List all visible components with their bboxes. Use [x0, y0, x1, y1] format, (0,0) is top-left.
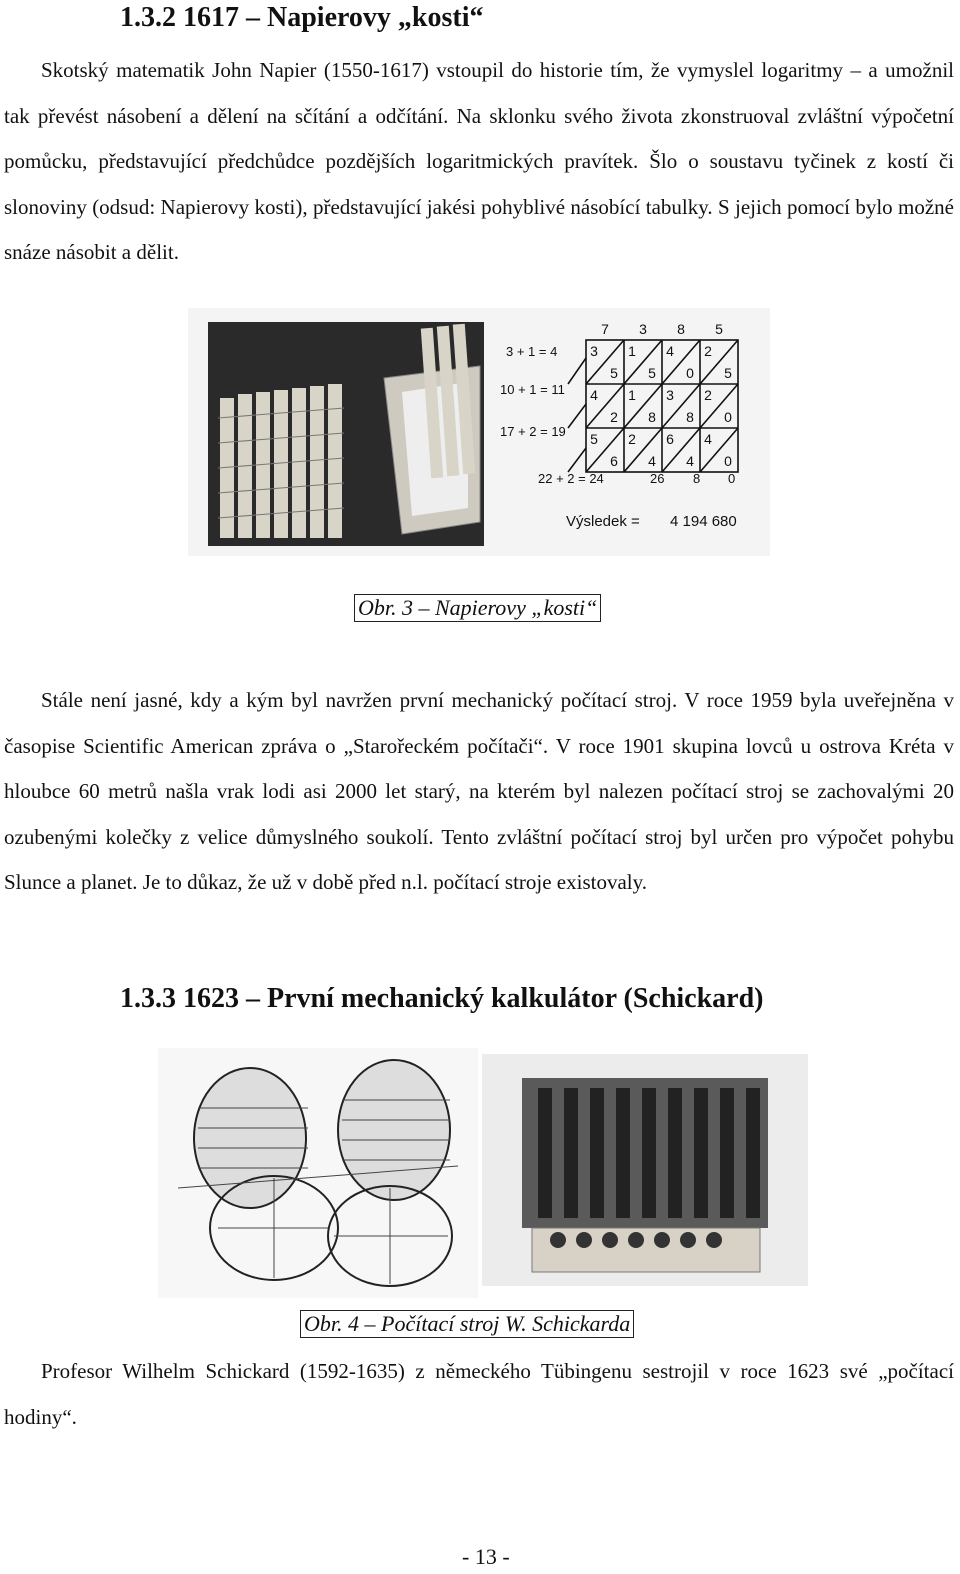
cell-r4-c1: 2 — [610, 409, 618, 425]
cell-r4-c4: 0 — [724, 409, 732, 425]
section-heading-schickard: 1.3.3 1623 – První mechanický kalkulátor (Schickard) — [120, 983, 764, 1014]
row-sum-3: 17 + 2 = 19 — [500, 424, 566, 439]
row-sum-1: 3 + 1 = 4 — [506, 344, 558, 359]
cell-r2-c2: 5 — [648, 365, 656, 381]
napier-bones-figure — [188, 308, 770, 556]
cell-r3-c2: 1 — [628, 387, 636, 403]
cell-r5-c4: 4 — [704, 431, 712, 447]
schickard-machine-photo — [482, 1054, 808, 1286]
cell-r2-c3: 0 — [686, 365, 694, 381]
result-label: Výsledek = — [566, 513, 640, 530]
section-heading-napier: 1.3.2 1617 – Napierovy „kosti“ — [120, 2, 484, 33]
cell-r6-c2: 4 — [648, 453, 656, 469]
cell-r1-c4: 2 — [704, 343, 712, 359]
cell-r6-c4: 0 — [724, 453, 732, 469]
paragraph-napier — [4, 48, 954, 276]
cell-r5-c2: 2 — [628, 431, 636, 447]
cell-r3-c4: 2 — [704, 387, 712, 403]
bottom-sum: 22 + 2 = 24 — [538, 471, 604, 486]
gears-illustration — [158, 1048, 478, 1298]
cell-r2-c4: 5 — [724, 365, 732, 381]
cell-r6-c1: 6 — [610, 453, 618, 469]
page-number: - 13 - — [462, 1544, 510, 1569]
paragraph-antikythera — [4, 678, 954, 906]
figure-caption-4: Obr. 4 – Počítací stroj W. Schickarda — [300, 1310, 634, 1338]
cell-r1-c3: 4 — [666, 343, 674, 359]
napier-bones-photo — [188, 308, 770, 556]
cell-r3-c3: 3 — [666, 387, 674, 403]
top-digit-1: 7 — [601, 321, 609, 337]
cell-r5-c3: 6 — [666, 431, 674, 447]
cell-r1-c2: 1 — [628, 343, 636, 359]
result-value: 4 194 680 — [670, 513, 737, 530]
top-digit-2: 3 — [639, 321, 647, 337]
row-sum-2: 10 + 1 = 11 — [500, 382, 565, 397]
bottom-digit-26: 26 — [650, 471, 665, 486]
schickard-gears-drawing — [158, 1048, 478, 1298]
cell-r4-c3: 8 — [686, 409, 694, 425]
top-digit-4: 5 — [715, 321, 723, 337]
paragraph-schickard — [4, 1349, 954, 1440]
cell-r3-c1: 4 — [590, 387, 598, 403]
figure-caption-3: Obr. 3 – Napierovy „kosti“ — [354, 594, 601, 622]
bottom-digit-0: 0 — [728, 471, 736, 486]
paragraph-napier-text: Skotský matematik John Napier (1550-1617) vstoupil do historie tím, že vymyslel logaritmy – a umožnil tak převést násobení a dělení na sčítání a odčítání. Na sklonku svého života zkonstruoval zvláštní výpočetní pomůcku, představující předchůdce pozdějších logaritmických pravítek. Šlo o soustavu tyčinek z kostí či slonoviny (odsud: Napierovy kosti), představující jakési pohyblivé násobící tabulky. S jejich pomocí bylo možné snáze násobit a dělit. — [4, 58, 954, 264]
cell-r4-c2: 8 — [648, 409, 656, 425]
top-digit-3: 8 — [677, 321, 685, 337]
cell-r1-c1: 3 — [590, 343, 598, 359]
bottom-digit-8: 8 — [693, 471, 701, 486]
cell-r2-c1: 5 — [610, 365, 618, 381]
paragraph-schickard-text: Profesor Wilhelm Schickard (1592-1635) z německého Tübingenu sestrojil v roce 1623 své „počítací hodiny“. — [4, 1359, 954, 1429]
paragraph-antikythera-text: Stále není jasné, kdy a kým byl navržen první mechanický počítací stroj. V roce 1959 byla uveřejněna v časopise Scientific American zpráva o „Starořeckém počítači“. V roce 1901 skupina lovců u ostrova Kréta v hloubce 60 metrů našla vrak lodi asi 2000 let starý, na kterém byl nalezen počítací stroj se zachovalými 20 ozubenými kolečky z velice důmyslného soukolí. Tento zvláštní počítací stroj byl určen pro výpočet pohybu Slunce a planet. Je to důkaz, že už v době před n.l. počítací stroje existovaly. — [4, 688, 954, 894]
cell-r6-c3: 4 — [686, 453, 694, 469]
cell-r5-c1: 5 — [590, 431, 598, 447]
calculator-illustration — [482, 1054, 808, 1286]
